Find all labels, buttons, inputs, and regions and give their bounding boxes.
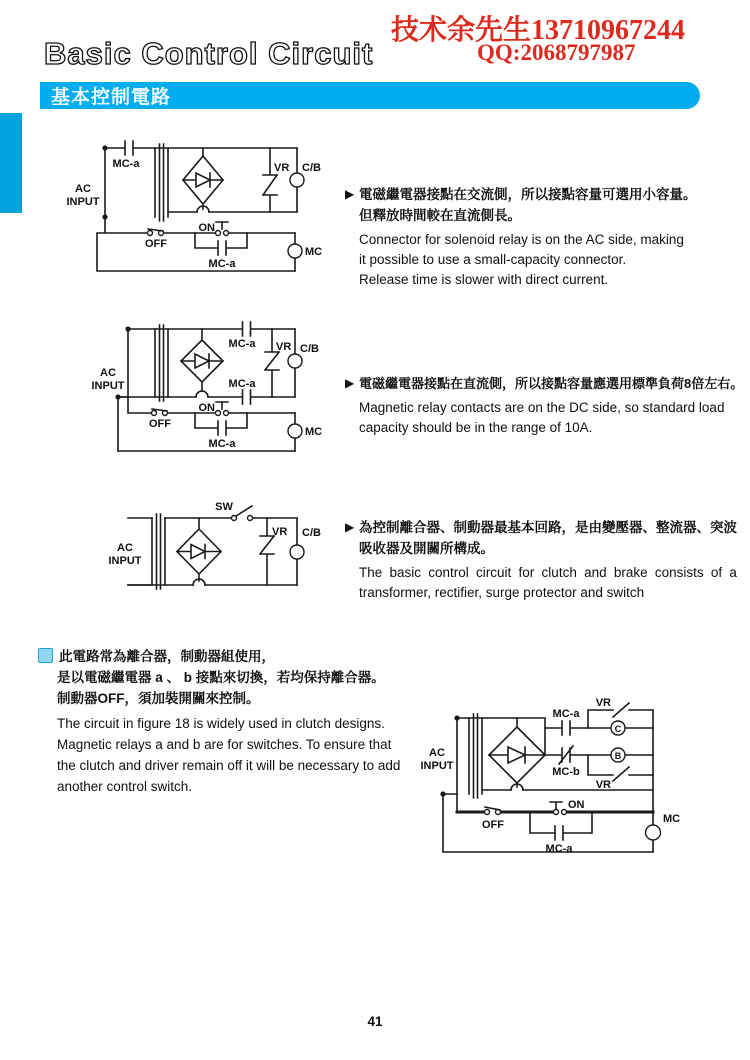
vr-label: VR [276,341,292,353]
transformer [152,514,165,589]
ac-input-label: AC [429,747,445,759]
brake-coil-letter: B [614,751,622,761]
mc-coil [288,424,302,438]
en-line: another control switch. [57,779,193,794]
diode-icon [195,354,209,368]
ac-input-label: AC [117,542,133,554]
note-ac-side [345,184,745,290]
en-line: the clutch and driver remain off it will be necessary to add [57,758,401,773]
en-line: Magnetic relay contacts are on the DC side, so standard load [359,400,725,415]
cb-coil [288,354,302,368]
ac-input-label: INPUT [91,380,125,392]
mc-a-contact-label: MC-a [208,258,236,270]
cb-coil [290,545,304,559]
zh-line: 電磁繼電器接點在交流側，所以接點容量可選用小容量。 [359,187,697,202]
transformer [155,325,168,401]
transformer [155,144,168,221]
note-basic-circuit [345,517,745,603]
off-switch-label: OFF [145,238,167,250]
zh-line: 此電路常為離合器，制動器組使用， [59,649,275,664]
cb-label: C/B [300,343,319,355]
section-banner [40,82,700,109]
watermark-line2: QQ:2068797987 [477,40,636,65]
circuit-diagram-4 [415,680,735,860]
diode-icon [508,747,525,763]
watermark-line1: 技术余先生13710967244 [391,15,686,46]
en-line: it possible to use a small-capacity connector. [359,252,627,267]
off-switch-label: OFF [482,819,504,831]
vr-label: VR [595,779,611,791]
cb-label: C/B [302,527,321,539]
mc-label: MC [663,813,681,825]
en-line: Connector for solenoid relay is on the AC side, making [359,232,684,247]
ac-input-label: INPUT [108,555,142,567]
zh-line: 是以電磁繼電器 a 、 b 接點來切換，若均保持離合器。 [57,670,385,685]
note-clutch-brake [38,646,428,797]
en-line: Release time is slower with direct current. [359,272,609,287]
zh-line: 但釋放時間較在直流側長。 [359,208,521,223]
section-banner-label: 基本控制電路 [51,87,172,108]
mc-a-contact-label: MC-a [545,843,573,855]
on-switch-label: ON [568,799,585,811]
mc-label: MC [305,246,323,258]
ac-input-label: INPUT [66,196,100,208]
circuit-diagram-1 [50,135,350,285]
en-line: transformer, rectifier, surge protector and switch [359,585,645,600]
triangle-bullet-icon: ▶ [345,520,355,534]
mc-b-contact-label: MC-b [552,766,580,778]
zh-line: 制動器OFF，須加裝開關來控制。 [57,691,260,706]
ac-input-label: AC [75,183,91,195]
mc-a-contact-label: MC-a [228,338,256,350]
en-line: The circuit in figure 18 is widely used in clutch designs. [57,716,385,731]
vr-label: VR [274,162,290,174]
mc-a-contact-label: MC-a [552,708,580,720]
on-switch-label: ON [198,402,215,414]
ac-input-label: AC [100,367,116,379]
mc-a-contact-label: MC-a [112,158,140,170]
sw-switch-label: SW [215,501,233,513]
zh-line: 為控制離合器、制動器最基本回路，是由變壓器、整流器、突波 [359,520,737,535]
page-number: 41 [367,1014,383,1029]
mc-coil [288,244,302,258]
triangle-bullet-icon: ▶ [345,187,355,201]
ac-input-label: INPUT [420,760,454,772]
vr-label: VR [272,526,288,538]
cb-coil [290,173,304,187]
triangle-bullet-icon: ▶ [345,376,355,390]
circuit-diagram-3 [90,495,330,610]
diode-icon [196,173,210,187]
en-line: The basic control circuit for clutch and brake consists of a [359,565,737,580]
zh-line: 電磁繼電器接點在直流側，所以接點容量應選用標準負荷8倍左右。 [359,376,744,391]
mc-coil [646,825,661,840]
varistor [265,329,279,397]
note-dc-side [345,373,745,438]
en-line: Magnetic relays a and b are for switches. To ensure that [57,737,392,752]
mc-a-contact-label: MC-a [228,378,256,390]
off-switch-label: OFF [149,418,171,430]
cb-label: C/B [302,162,321,174]
on-switch-label: ON [198,222,215,234]
page-edge-tab [0,113,22,213]
vr-label: VR [595,697,611,709]
clutch-coil-letter: C [614,724,622,734]
page-title: Basic Control Circuit [44,36,374,71]
varistor [263,148,277,212]
mc-label: MC [305,426,323,438]
square-bullet-icon [38,648,53,663]
circuit-diagram-2 [50,308,350,468]
transformer [469,714,482,798]
mc-a-contact-label: MC-a [208,438,236,450]
diode-icon [191,545,205,559]
zh-line: 吸收器及開關所構成。 [359,541,494,556]
en-line: capacity should be in the range of 10A. [359,420,593,435]
